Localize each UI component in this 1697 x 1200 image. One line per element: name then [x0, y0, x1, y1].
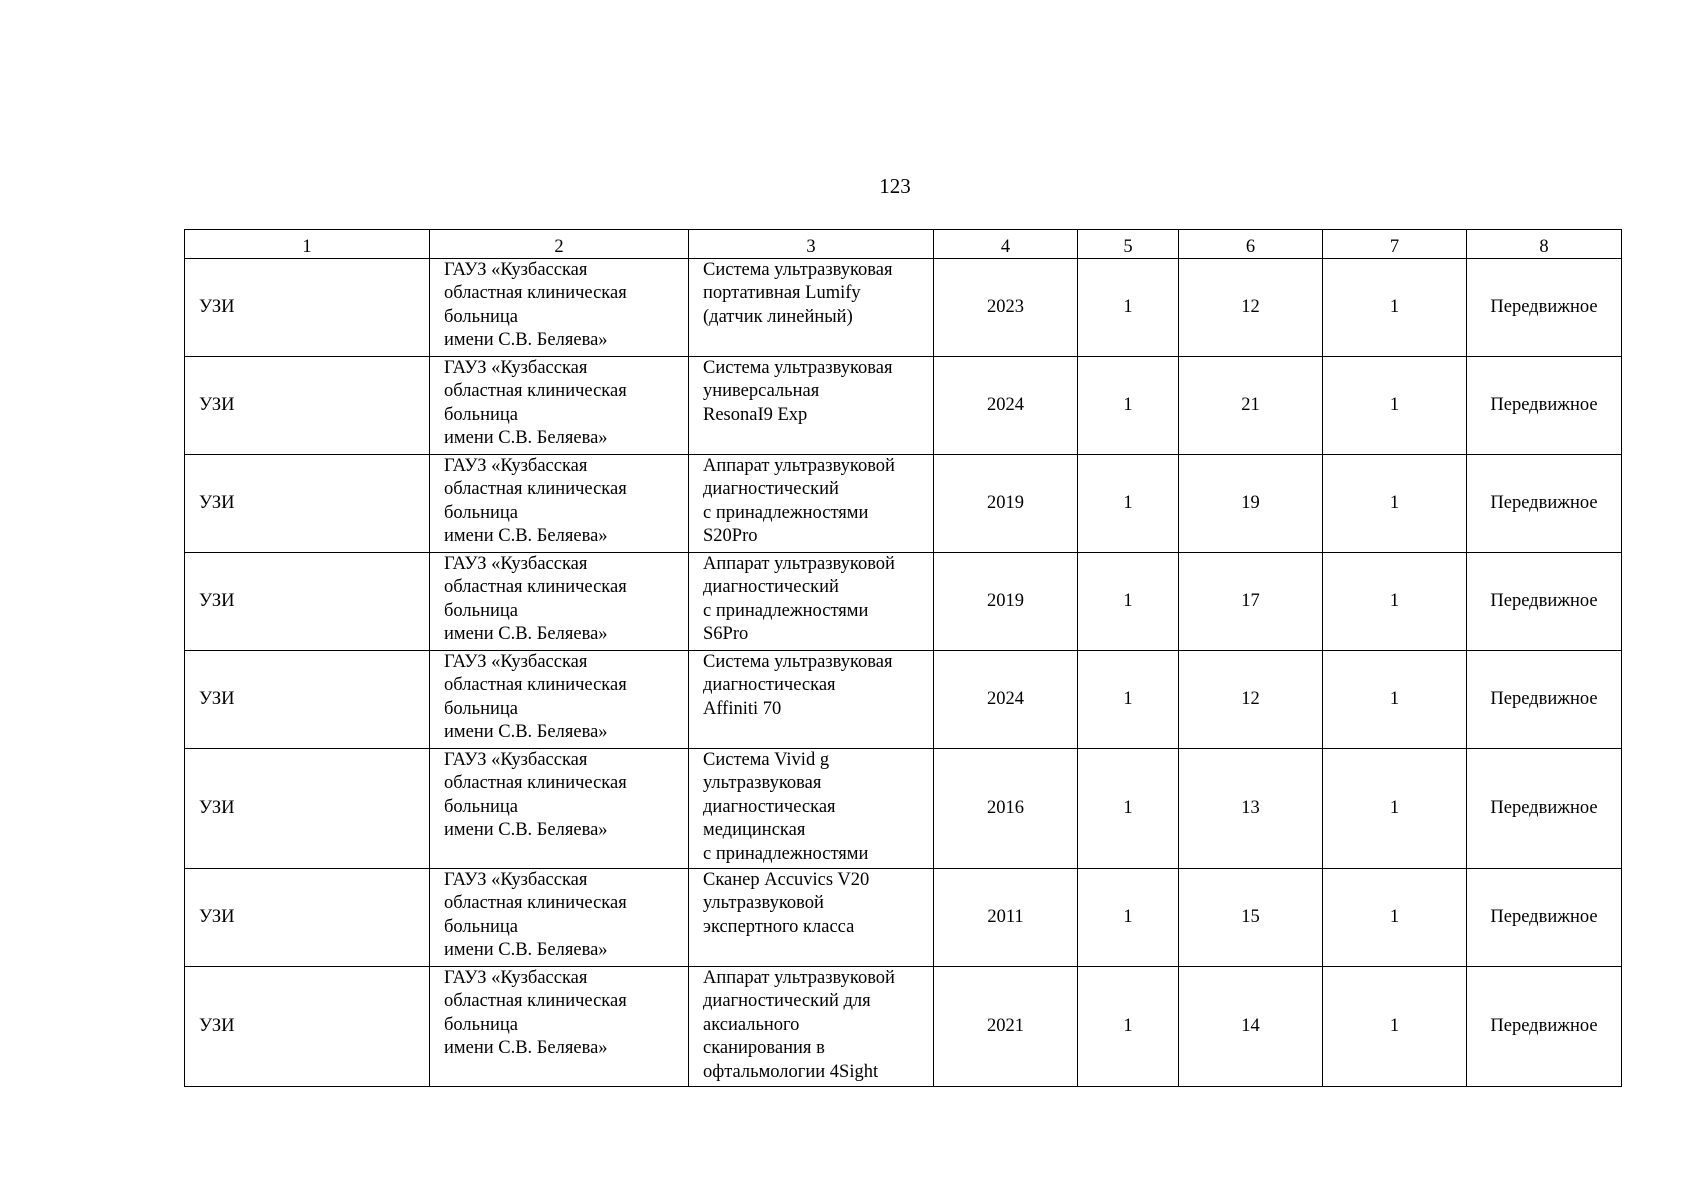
table-row [185, 357, 1622, 455]
cell-device-line: аксиального [703, 1014, 800, 1035]
cell-col6: 13 [1179, 749, 1323, 869]
cell-organization-line: ГАУЗ «Кузбасская [444, 358, 588, 378]
cell-col7: 1 [1323, 749, 1467, 869]
cell-organization-line: имени С.В. Беляева» [444, 624, 608, 645]
cell-device-line: диагностический для [703, 991, 871, 1012]
cell-organization-line: больница [444, 1014, 518, 1035]
cell-col5: 1 [1078, 455, 1179, 553]
cell-type: УЗИ [185, 749, 430, 869]
cell-col6: 12 [1179, 651, 1323, 749]
cell-organization-line: имени С.В. Беляева» [444, 820, 608, 841]
cell-col5: 1 [1078, 749, 1179, 869]
cell-organization-line: ГАУЗ «Кузбасская [444, 870, 588, 890]
cell-device-line: сканирования в [703, 1038, 825, 1059]
cell-col6: 17 [1179, 553, 1323, 651]
table-row [185, 553, 1622, 651]
cell-year: 2011 [934, 869, 1078, 967]
cell-device [689, 357, 934, 455]
cell-year: 2024 [934, 357, 1078, 455]
cell-organization [430, 357, 689, 455]
table-row [185, 259, 1622, 357]
cell-organization-line: ГАУЗ «Кузбасская [444, 652, 588, 672]
cell-year: 2016 [934, 749, 1078, 869]
cell-organization-line: ГАУЗ «Кузбасская [444, 968, 588, 988]
column-header-6: 6 [1179, 230, 1323, 259]
cell-col6: 14 [1179, 967, 1323, 1087]
cell-col7: 1 [1323, 651, 1467, 749]
cell-col5: 1 [1078, 259, 1179, 357]
cell-col8: Передвижное [1467, 455, 1622, 553]
cell-device-line: Аппарат ультразвуковой [703, 456, 895, 476]
cell-organization [430, 749, 689, 869]
cell-organization-line: областная клиническая [444, 893, 627, 914]
cell-organization-line: имени С.В. Беляева» [444, 940, 608, 961]
cell-device [689, 259, 934, 357]
cell-type: УЗИ [185, 553, 430, 651]
cell-organization-line: больница [444, 404, 518, 425]
cell-col8: Передвижное [1467, 553, 1622, 651]
table-row [185, 455, 1622, 553]
cell-device-line: Система Vivid g [703, 750, 830, 770]
cell-device-line: Система ультразвуковая [703, 652, 893, 672]
cell-device-line: офтальмологии 4Sight [703, 1061, 879, 1082]
cell-organization [430, 455, 689, 553]
cell-device-line: диагностический [703, 577, 839, 598]
column-header-5: 5 [1078, 230, 1179, 259]
cell-col5: 1 [1078, 553, 1179, 651]
cell-organization-line: имени С.В. Беляева» [444, 722, 608, 743]
cell-type: УЗИ [185, 869, 430, 967]
cell-col8: Передвижное [1467, 967, 1622, 1087]
cell-organization-line: больница [444, 796, 518, 817]
cell-device-line: диагностический [703, 479, 839, 500]
column-header-4: 4 [934, 230, 1078, 259]
column-header-3: 3 [689, 230, 934, 259]
cell-type: УЗИ [185, 967, 430, 1087]
column-header-8: 8 [1467, 230, 1622, 259]
cell-organization-line: областная клиническая [444, 675, 627, 696]
cell-col5: 1 [1078, 357, 1179, 455]
column-header-2: 2 [430, 230, 689, 259]
equipment-table [184, 229, 1622, 1087]
cell-device-line: S6Pro [703, 624, 749, 645]
cell-device-line: с принадлежностями [703, 843, 869, 864]
cell-col8: Передвижное [1467, 357, 1622, 455]
cell-device-line: Аппарат ультразвуковой [703, 968, 895, 988]
cell-organization-line: больница [444, 502, 518, 523]
table-row [185, 651, 1622, 749]
table-row [185, 967, 1622, 1087]
cell-device-line: Аппарат ультразвуковой [703, 554, 895, 574]
table-row [185, 869, 1622, 967]
cell-device-line: экспертного класса [703, 916, 855, 937]
cell-organization [430, 967, 689, 1087]
cell-year: 2019 [934, 455, 1078, 553]
table-row [185, 749, 1622, 869]
cell-col5: 1 [1078, 869, 1179, 967]
cell-col7: 1 [1323, 967, 1467, 1087]
cell-type: УЗИ [185, 357, 430, 455]
cell-device [689, 967, 934, 1087]
cell-col8: Передвижное [1467, 259, 1622, 357]
cell-device-line: (датчик линейный) [703, 306, 853, 327]
cell-type: УЗИ [185, 259, 430, 357]
cell-type: УЗИ [185, 651, 430, 749]
cell-device-line: портативная Lumify [703, 283, 861, 304]
cell-col8: Передвижное [1467, 651, 1622, 749]
column-header-7: 7 [1323, 230, 1467, 259]
cell-col5: 1 [1078, 967, 1179, 1087]
cell-organization-line: ГАУЗ «Кузбасская [444, 456, 588, 476]
cell-organization-line: имени С.В. Беляева» [444, 526, 608, 547]
cell-device-line: Система ультразвуковая [703, 358, 893, 378]
cell-organization-line: областная клиническая [444, 577, 627, 598]
cell-device-line: Система ультразвуковая [703, 260, 893, 280]
cell-col7: 1 [1323, 357, 1467, 455]
cell-col7: 1 [1323, 259, 1467, 357]
cell-organization [430, 651, 689, 749]
cell-organization-line: больница [444, 306, 518, 327]
cell-organization [430, 869, 689, 967]
cell-year: 2024 [934, 651, 1078, 749]
cell-device [689, 749, 934, 869]
cell-device [689, 651, 934, 749]
column-header-1: 1 [185, 230, 430, 259]
cell-device-line: медицинская [703, 820, 806, 841]
cell-year: 2021 [934, 967, 1078, 1087]
cell-type: УЗИ [185, 455, 430, 553]
cell-organization-line: ГАУЗ «Кузбасская [444, 554, 588, 574]
cell-organization-line: имени С.В. Беляева» [444, 428, 608, 449]
header-row [185, 230, 1622, 259]
cell-device-line: ResonaI9 Exp [703, 404, 808, 425]
cell-col7: 1 [1323, 553, 1467, 651]
cell-device-line: диагностическая [703, 796, 836, 817]
cell-col8: Передвижное [1467, 749, 1622, 869]
page-number: 123 [879, 174, 911, 198]
cell-organization [430, 553, 689, 651]
cell-device [689, 455, 934, 553]
cell-organization-line: имени С.В. Беляева» [444, 1038, 608, 1059]
cell-organization-line: имени С.В. Беляева» [444, 330, 608, 351]
cell-col7: 1 [1323, 455, 1467, 553]
cell-device [689, 553, 934, 651]
table-body [185, 259, 1622, 1087]
cell-col6: 19 [1179, 455, 1323, 553]
cell-device-line: Affiniti 70 [703, 698, 782, 719]
cell-device-line: ультразвуковая [703, 773, 822, 794]
cell-device [689, 869, 934, 967]
cell-organization-line: областная клиническая [444, 773, 627, 794]
cell-device-line: с принадлежностями [703, 502, 869, 523]
cell-organization-line: ГАУЗ «Кузбасская [444, 260, 588, 280]
cell-organization-line: областная клиническая [444, 381, 627, 402]
cell-device-line: универсальная [703, 381, 820, 402]
cell-year: 2023 [934, 259, 1078, 357]
cell-col7: 1 [1323, 869, 1467, 967]
cell-device-line: S20Pro [703, 526, 758, 547]
cell-organization-line: областная клиническая [444, 991, 627, 1012]
cell-organization-line: ГАУЗ «Кузбасская [444, 750, 588, 770]
cell-col8: Передвижное [1467, 869, 1622, 967]
cell-organization-line: больница [444, 698, 518, 719]
cell-col5: 1 [1078, 651, 1179, 749]
cell-device-line: ультразвуковой [703, 893, 824, 914]
cell-device-line: с принадлежностями [703, 600, 869, 621]
cell-organization-line: больница [444, 600, 518, 621]
cell-device-line: Сканер Accuvics V20 [703, 870, 870, 890]
cell-organization-line: больница [444, 916, 518, 937]
cell-organization-line: областная клиническая [444, 283, 627, 304]
cell-year: 2019 [934, 553, 1078, 651]
cell-col6: 21 [1179, 357, 1323, 455]
cell-col6: 15 [1179, 869, 1323, 967]
cell-col6: 12 [1179, 259, 1323, 357]
cell-organization [430, 259, 689, 357]
cell-organization-line: областная клиническая [444, 479, 627, 500]
cell-device-line: диагностическая [703, 675, 836, 696]
